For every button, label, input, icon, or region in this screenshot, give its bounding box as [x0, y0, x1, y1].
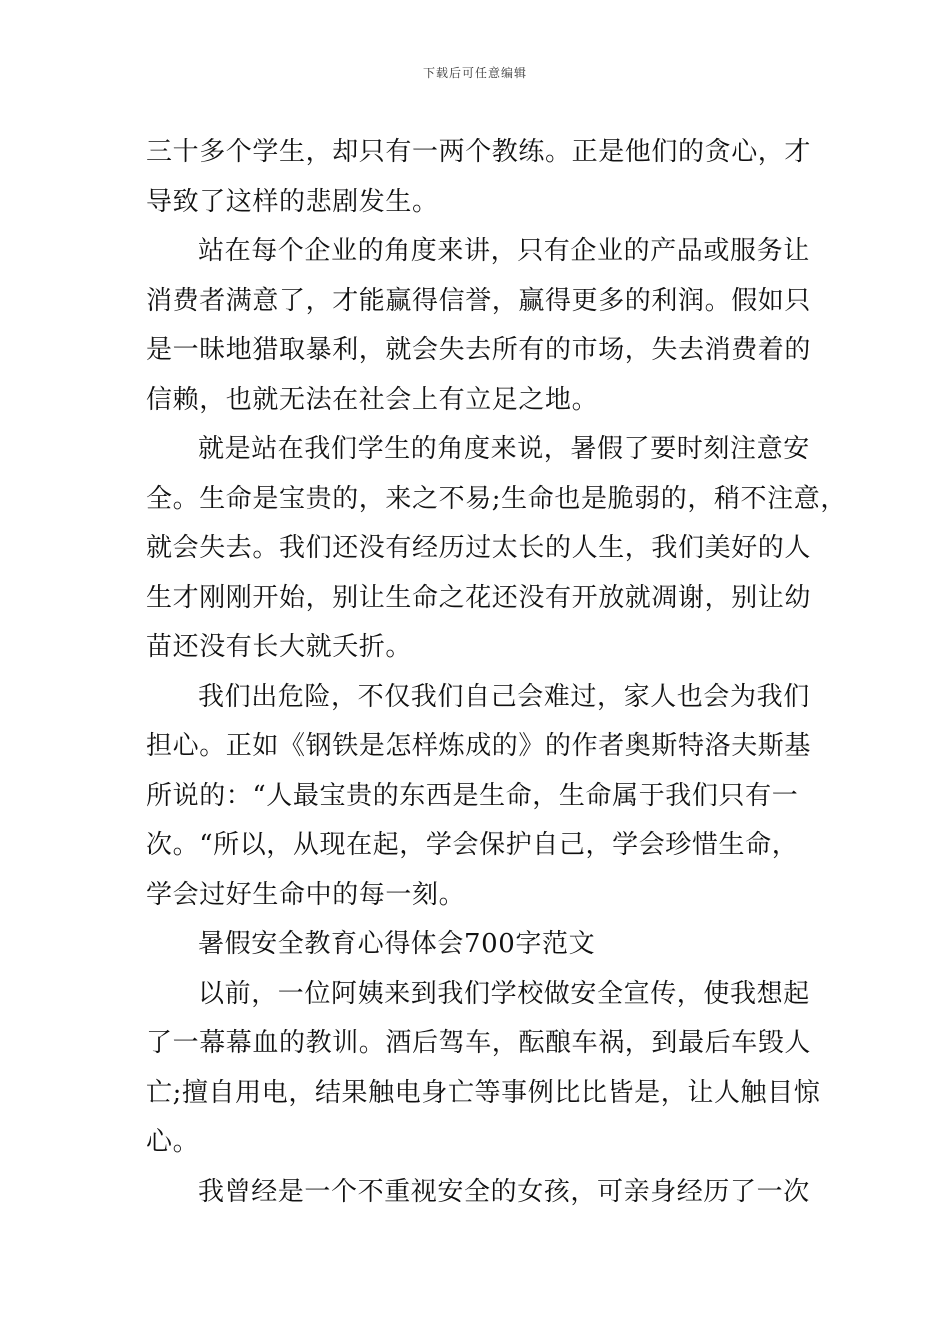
text-line: 担心。正如《钢铁是怎样炼成的》的作者奥斯特洛夫斯基 [146, 731, 812, 761]
text-line: 亡;擅自用电，结果触电身亡等事例比比皆是，让人触目惊 [146, 1077, 821, 1108]
paragraph-start-line: 就是站在我们学生的角度来说，暑假了要时刻注意安 [198, 434, 810, 464]
text-line: 是一昧地猎取暴利，就会失去所有的市场，失去消费着的 [146, 335, 812, 365]
text-line: 心。 [146, 1127, 200, 1157]
page-header: 下载后可任意编辑 [422, 66, 527, 80]
paragraph-start-line: 我曾经是一个不重视安全的女孩，可亲身经历了一次 [198, 1176, 810, 1207]
text-line: 全。生命是宝贵的，来之不易;生命也是脆弱的，稍不注意， [146, 483, 847, 514]
paragraph-start-line: 我们出危险，不仅我们自己会难过，家人也会为我们 [198, 681, 810, 712]
text-line: 就会失去。我们还没有经历过太长的人生，我们美好的人 [146, 533, 812, 563]
paragraph-start-line: 以前，一位阿姨来到我们学校做安全宣传，使我想起 [198, 978, 810, 1009]
document-body [146, 128, 847, 1217]
text-line: 学会过好生命中的每一刻。 [146, 879, 466, 910]
text-line: 了一幕幕血的教训。酒后驾车，酝酿车祸，到最后车毁人 [146, 1028, 812, 1058]
text-line: 消费者满意了，才能赢得信誉，赢得更多的利润。假如只 [146, 285, 812, 316]
text-line: 次。“所以，从现在起，学会保护自己，学会珍惜生命， [146, 830, 799, 860]
text-line: 信赖，也就无法在社会上有立足之地。 [146, 384, 599, 415]
text-line: 苗还没有长大就夭折。 [146, 632, 413, 662]
text-line: 生才刚刚开始，别让生命之花还没有开放就凋谢，别让幼 [146, 582, 812, 613]
section-heading: 暑假安全教育心得体会700字范文 [198, 929, 596, 959]
text-line: 所说的：“人最宝贵的东西是生命，生命属于我们只有一 [146, 780, 799, 811]
paragraph-start-line: 站在每个企业的角度来讲，只有企业的产品或服务让 [198, 236, 810, 266]
text-line: 导致了这样的悲剧发生。 [146, 186, 439, 217]
text-line: 三十多个学生，却只有一两个教练。正是他们的贪心，才 [146, 137, 812, 167]
